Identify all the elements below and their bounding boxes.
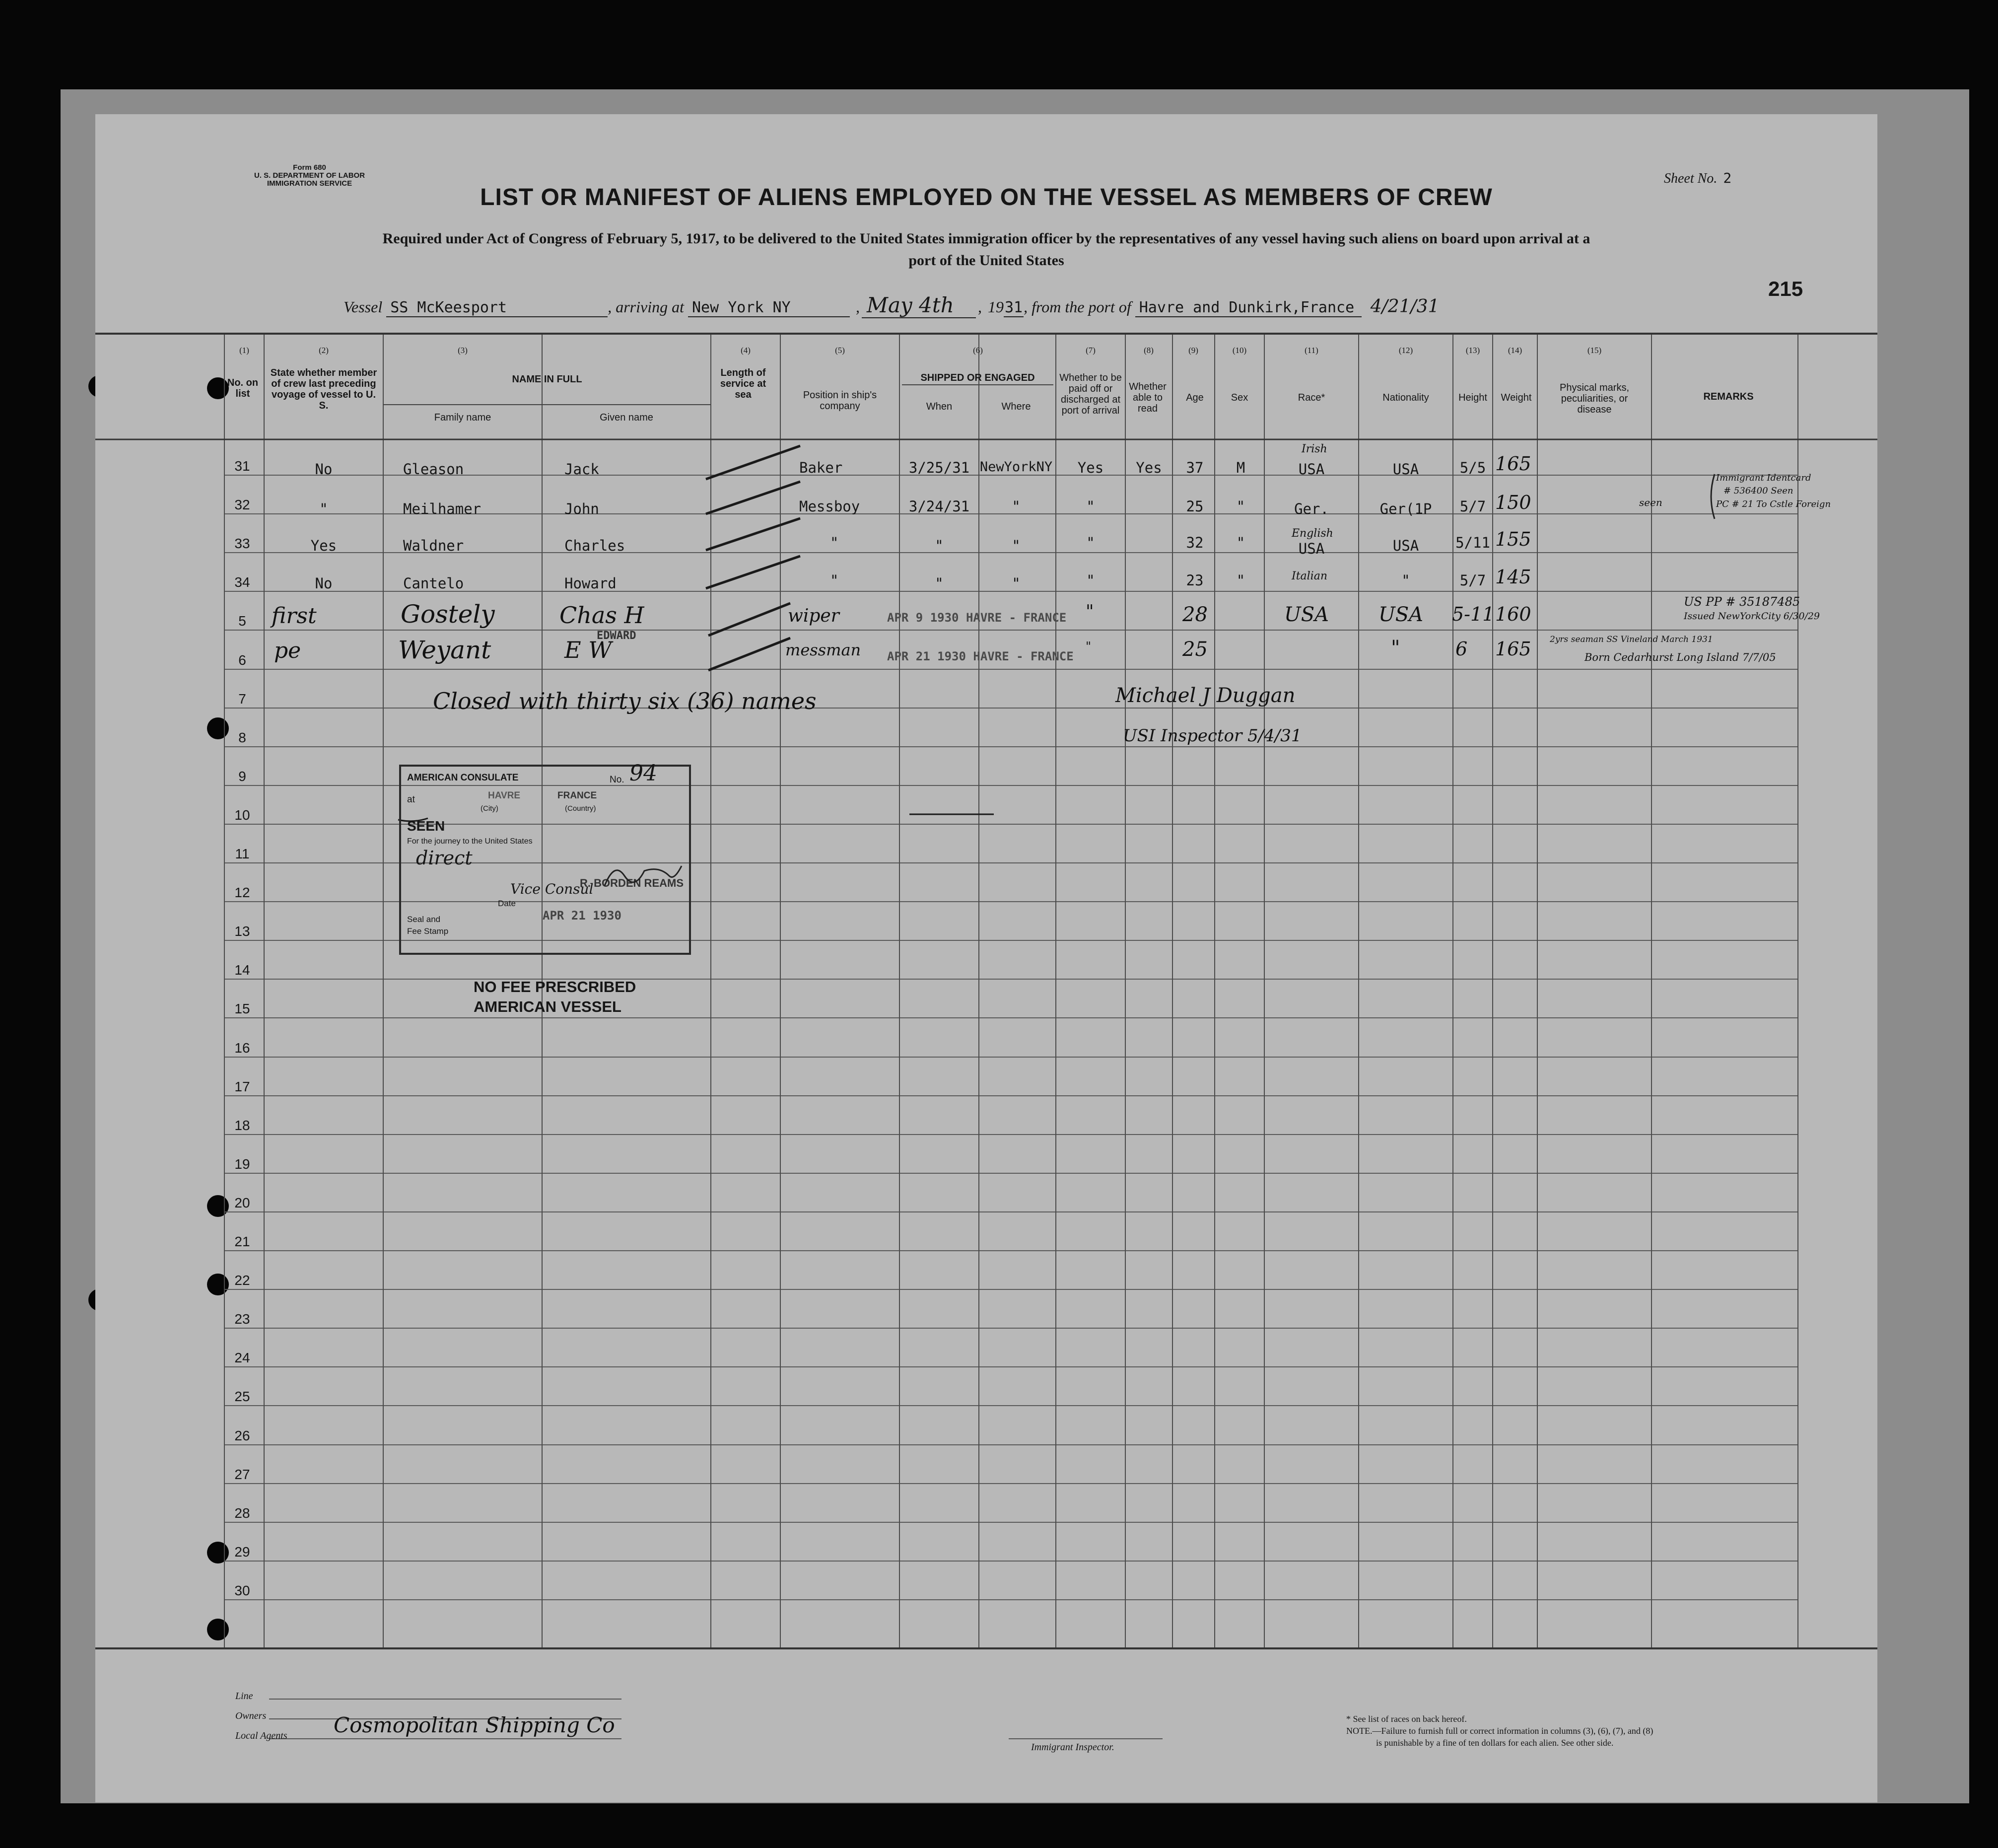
race: USA — [1298, 540, 1325, 557]
height: 5/7 — [1459, 498, 1486, 515]
row-number: 31 — [234, 458, 250, 474]
footer-note-line: is punishable by a fine of ten dollars for each alien. See other side. — [1376, 1738, 1614, 1748]
remarks-line: 2yrs seaman SS Vineland March 1931 — [1550, 635, 1713, 644]
stamp-seal: Seal and — [407, 915, 441, 924]
column-number: (4) — [741, 346, 751, 355]
height: 5-11 — [1452, 603, 1495, 625]
given-name: Chas H — [559, 602, 644, 629]
column-number: (5) — [835, 346, 845, 355]
given-name: Charles — [564, 537, 625, 554]
inspector-signature: Michael J Duggan — [1115, 684, 1296, 707]
race-note: Italian — [1292, 570, 1328, 582]
height: 5/7 — [1459, 572, 1486, 589]
height: 5/5 — [1459, 459, 1486, 476]
shipped-when: 3/25/31 — [908, 459, 970, 476]
paid-off: " — [1086, 572, 1095, 589]
shipped-when: 3/24/31 — [908, 498, 970, 515]
height: 5/11 — [1455, 534, 1490, 551]
service-name: IMMIGRATION SERVICE — [267, 179, 352, 188]
year-prefix: 19 — [987, 298, 1004, 316]
sex: M — [1236, 459, 1245, 476]
row-number: 15 — [234, 1001, 250, 1016]
header-position: Position in ship's company — [803, 390, 877, 412]
shipped-where: " — [1012, 537, 1021, 554]
shipped-when: " — [935, 575, 944, 592]
vessel-name: SS McKeesport — [386, 299, 608, 317]
header-family-name: Family name — [434, 412, 491, 423]
column-number: (7) — [1086, 346, 1096, 355]
header-given-name: Given name — [600, 412, 653, 423]
row-number: 18 — [234, 1118, 250, 1133]
footer-line-label: Line — [235, 1691, 253, 1702]
row-number: 5 — [238, 613, 246, 629]
stamp-date: APR 21 1930 — [543, 909, 621, 923]
form-number: Form 680 — [293, 163, 326, 172]
stamp-at-label: at — [407, 794, 415, 805]
row-number: 29 — [234, 1544, 250, 1560]
header-age: Age — [1186, 392, 1204, 403]
shipped-where: " — [1012, 498, 1021, 515]
row-number: 7 — [238, 691, 246, 707]
stamp-journey-handwritten: direct — [416, 847, 473, 869]
departure-stamp: APR 9 1930 HAVRE - FRANCE — [887, 611, 1067, 625]
fee-stamp-line: NO FEE PRESCRIBED — [474, 978, 636, 995]
row-number: 26 — [234, 1428, 250, 1443]
arrival-port: New York NY — [688, 299, 850, 317]
position: " — [830, 572, 839, 589]
row-number: 24 — [234, 1350, 250, 1365]
nationality: USA — [1378, 603, 1423, 626]
consul-name: R. BORDEN REAMS — [580, 877, 684, 889]
row-number: 17 — [234, 1079, 250, 1094]
column-number: (8) — [1144, 346, 1154, 355]
form-title: LIST OR MANIFEST OF ALIENS EMPLOYED ON THE VESSEL AS MEMBERS OF CREW — [480, 184, 1493, 211]
year-suffix: 31 — [1004, 299, 1023, 316]
race: USA — [1284, 603, 1329, 626]
header-remarks: REMARKS — [1703, 391, 1754, 402]
family-name: Weyant — [398, 636, 491, 664]
given-name: E W — [564, 637, 612, 663]
row-number: 20 — [234, 1195, 250, 1210]
nationality: " — [1391, 637, 1400, 659]
header-weight: Weight — [1501, 392, 1532, 403]
header-name-in-full: NAME IN FULL — [512, 374, 582, 385]
row-number: 16 — [234, 1040, 250, 1056]
sex: " — [1236, 534, 1245, 551]
given-name: Howard — [564, 575, 617, 592]
previous-voyage: first — [272, 603, 317, 629]
row-number: 6 — [238, 652, 246, 668]
shipped-when: " — [935, 537, 944, 554]
age: 25 — [1182, 638, 1208, 661]
shipped-where: " — [1012, 575, 1021, 592]
previous-voyage: pe — [274, 638, 301, 663]
race: Ger. — [1294, 500, 1329, 517]
remarks-line: # 536400 Seen — [1723, 486, 1793, 496]
paid-off: " — [1086, 640, 1092, 653]
row-number: 22 — [234, 1273, 250, 1288]
paid-off: " — [1086, 602, 1094, 622]
nationality: USA — [1392, 461, 1419, 478]
family-name: Gleason — [403, 461, 464, 478]
stamp-journey: For the journey to the United States — [407, 837, 533, 846]
department-name: U. S. DEPARTMENT OF LABOR — [254, 171, 365, 180]
header-paid-off: Whether to be paid off or discharged at port of arrival — [1059, 372, 1122, 416]
stamp-no-label: No. — [610, 775, 624, 785]
footer-inspector-label: Immigrant Inspector. — [1031, 1742, 1114, 1753]
header-sex: Sex — [1231, 392, 1248, 403]
header-when: When — [926, 401, 953, 412]
paid-off: " — [1086, 498, 1095, 515]
fee-stamp-line: AMERICAN VESSEL — [474, 998, 621, 1015]
column-number: (3) — [458, 346, 468, 355]
sex: " — [1236, 572, 1245, 589]
manifest-sheet — [95, 114, 1877, 1802]
given-name: John — [564, 500, 599, 517]
header-able-to-read: Whether able to read — [1129, 381, 1167, 414]
family-name: Cantelo — [403, 575, 464, 592]
remarks-seen: seen — [1639, 497, 1662, 508]
remarks-line: Born Cedarhurst Long Island 7/7/05 — [1585, 651, 1776, 663]
stamped-page-number: 215 — [1768, 277, 1803, 300]
fee-stamp — [474, 977, 636, 1017]
paid-off: " — [1086, 534, 1095, 551]
vessel-line: Vessel SS McKeesport , arriving at New York NY , May 4th , 1931, from the port of Havre and Dunkirk,France 4/21/31 — [344, 293, 1444, 318]
given-name: Jack — [564, 461, 599, 478]
previous-voyage: Yes — [310, 537, 337, 554]
row-number: 21 — [234, 1234, 250, 1249]
row-number: 9 — [238, 769, 246, 784]
height: 6 — [1455, 638, 1468, 660]
departure-stamp: APR 21 1930 HAVRE - FRANCE — [887, 649, 1074, 663]
sex: " — [1236, 498, 1245, 515]
from-label: , from the port of — [1024, 298, 1131, 316]
column-number: (14) — [1508, 346, 1522, 355]
stamp-city: HAVRE — [488, 790, 521, 801]
footer-note — [1346, 1713, 1653, 1749]
weight: 165 — [1495, 638, 1531, 660]
age: 23 — [1186, 572, 1204, 589]
remarks-line: Immigrant Identcard — [1716, 473, 1811, 483]
shipped-where: NewYorkNY — [979, 459, 1053, 475]
row-number: 27 — [234, 1467, 250, 1482]
race-note: Irish — [1302, 443, 1327, 455]
header-no-on-list: No. on list — [227, 377, 259, 399]
race-note: English — [1292, 527, 1333, 540]
row-number: 14 — [234, 962, 250, 978]
local-agents-value: Cosmopolitan Shipping Co — [334, 1713, 615, 1737]
consulate-stamp — [399, 761, 691, 955]
weight: 145 — [1495, 566, 1531, 588]
row-number: 10 — [234, 807, 250, 823]
race: USA — [1298, 461, 1325, 478]
nationality: USA — [1392, 537, 1419, 554]
remarks-line: PC # 21 To Cstle Foreign — [1716, 499, 1831, 509]
remarks-line: US PP # 35187485 — [1684, 595, 1800, 609]
previous-voyage: " — [319, 500, 328, 517]
position: Messboy — [799, 498, 860, 515]
row-number: 8 — [238, 730, 246, 745]
column-number: (6) — [973, 346, 983, 355]
column-number: (10) — [1232, 346, 1247, 355]
closing-note: Closed with thirty six (36) names — [433, 688, 817, 714]
row-number: 28 — [234, 1505, 250, 1521]
stamp-date-label: Date — [498, 899, 516, 908]
departure-date: 4/21/31 — [1370, 296, 1440, 317]
departure-port: Havre and Dunkirk,France — [1135, 299, 1362, 317]
weight: 150 — [1495, 492, 1531, 513]
vice-consul-signature: Vice Consul — [510, 881, 594, 897]
previous-voyage: No — [315, 461, 333, 478]
header-nationality: Nationality — [1382, 392, 1429, 403]
consul-signature-scrawl — [600, 856, 684, 896]
row-number: 30 — [234, 1583, 250, 1598]
weight: 160 — [1495, 603, 1531, 625]
family-name: Meilhamer — [403, 500, 482, 517]
arrival-date: May 4th — [862, 293, 976, 318]
consulate-title: AMERICAN CONSULATE — [407, 773, 519, 783]
family-name: Waldner — [403, 537, 464, 554]
form-subtitle: Required under Act of Congress of February 5, 1917, to be delivered to the United States immigration officer by the representatives of any vessel having such aliens on board upon arrival at a — [382, 230, 1590, 247]
position: " — [830, 534, 839, 551]
stamp-country: FRANCE — [557, 790, 597, 801]
row-number: 23 — [234, 1311, 250, 1327]
column-number: (13) — [1465, 346, 1480, 355]
stamp-fee: Fee Stamp — [407, 926, 449, 936]
column-number: (15) — [1587, 346, 1602, 355]
row-number: 11 — [235, 846, 250, 861]
form-subtitle-continued: port of the United States — [908, 252, 1064, 269]
header-race: Race* — [1298, 392, 1325, 403]
row-number: 25 — [234, 1389, 250, 1404]
row-number: 32 — [234, 497, 250, 512]
age: 37 — [1186, 459, 1204, 476]
able-to-read: Yes — [1136, 459, 1162, 476]
age: 25 — [1186, 498, 1204, 515]
footer-note-line: NOTE.—Failure to furnish full or correct information in columns (3), (6), (7), and (8) — [1346, 1726, 1654, 1736]
header-height: Height — [1458, 392, 1487, 403]
column-number: (11) — [1305, 346, 1318, 355]
footer-owners-label: Owners — [235, 1710, 267, 1721]
row-number: 34 — [234, 574, 250, 590]
vessel-label: Vessel — [344, 298, 383, 316]
header-length-of-service: Length of service at sea — [720, 367, 766, 400]
age: 28 — [1182, 603, 1208, 626]
previous-voyage: No — [315, 575, 333, 592]
column-number: (2) — [319, 346, 329, 355]
sheet-number-value: 2 — [1723, 170, 1732, 186]
header-shipped-engaged: SHIPPED OR ENGAGED — [920, 372, 1035, 383]
nationality: Ger(1P — [1379, 500, 1432, 517]
column-number: (1) — [239, 346, 249, 355]
footer-agents-label: Local Agents — [235, 1730, 287, 1741]
weight: 165 — [1495, 453, 1531, 475]
stamp-seen: SEEN — [407, 818, 445, 834]
position: wiper — [788, 606, 839, 626]
paid-off: Yes — [1077, 459, 1104, 476]
row-number: 33 — [234, 536, 250, 551]
nationality: " — [1401, 572, 1410, 589]
row-number: 12 — [234, 885, 250, 900]
sheet-number-label: Sheet No. — [1664, 171, 1718, 186]
row-number: 19 — [234, 1156, 250, 1172]
inspector-title: USI Inspector 5/4/31 — [1123, 726, 1302, 746]
weight: 155 — [1495, 528, 1531, 550]
age: 32 — [1186, 534, 1204, 551]
remarks-line: Issued NewYorkCity 6/30/29 — [1684, 611, 1820, 622]
country-caption: (Country) — [565, 804, 596, 813]
position: messman — [785, 640, 861, 659]
column-number: (12) — [1398, 346, 1413, 355]
header-previous-voyage: State whether member of crew last preceding voyage of vessel to U. S. — [270, 367, 377, 411]
stamp-no-value: 94 — [629, 761, 657, 786]
header-physical-marks: Physical marks, peculiarities, or disease — [1559, 382, 1630, 415]
arriving-label: , arriving at — [608, 298, 684, 316]
given-name-typed: EDWARD — [597, 630, 636, 642]
family-name: Gostely — [401, 600, 495, 629]
city-caption: (City) — [481, 804, 498, 813]
row-number: 13 — [234, 924, 250, 939]
position: Baker — [799, 459, 843, 476]
column-number: (9) — [1188, 346, 1198, 355]
header-where: Where — [1001, 401, 1031, 412]
footer-note-line: * See list of races on back hereof. — [1346, 1714, 1467, 1724]
